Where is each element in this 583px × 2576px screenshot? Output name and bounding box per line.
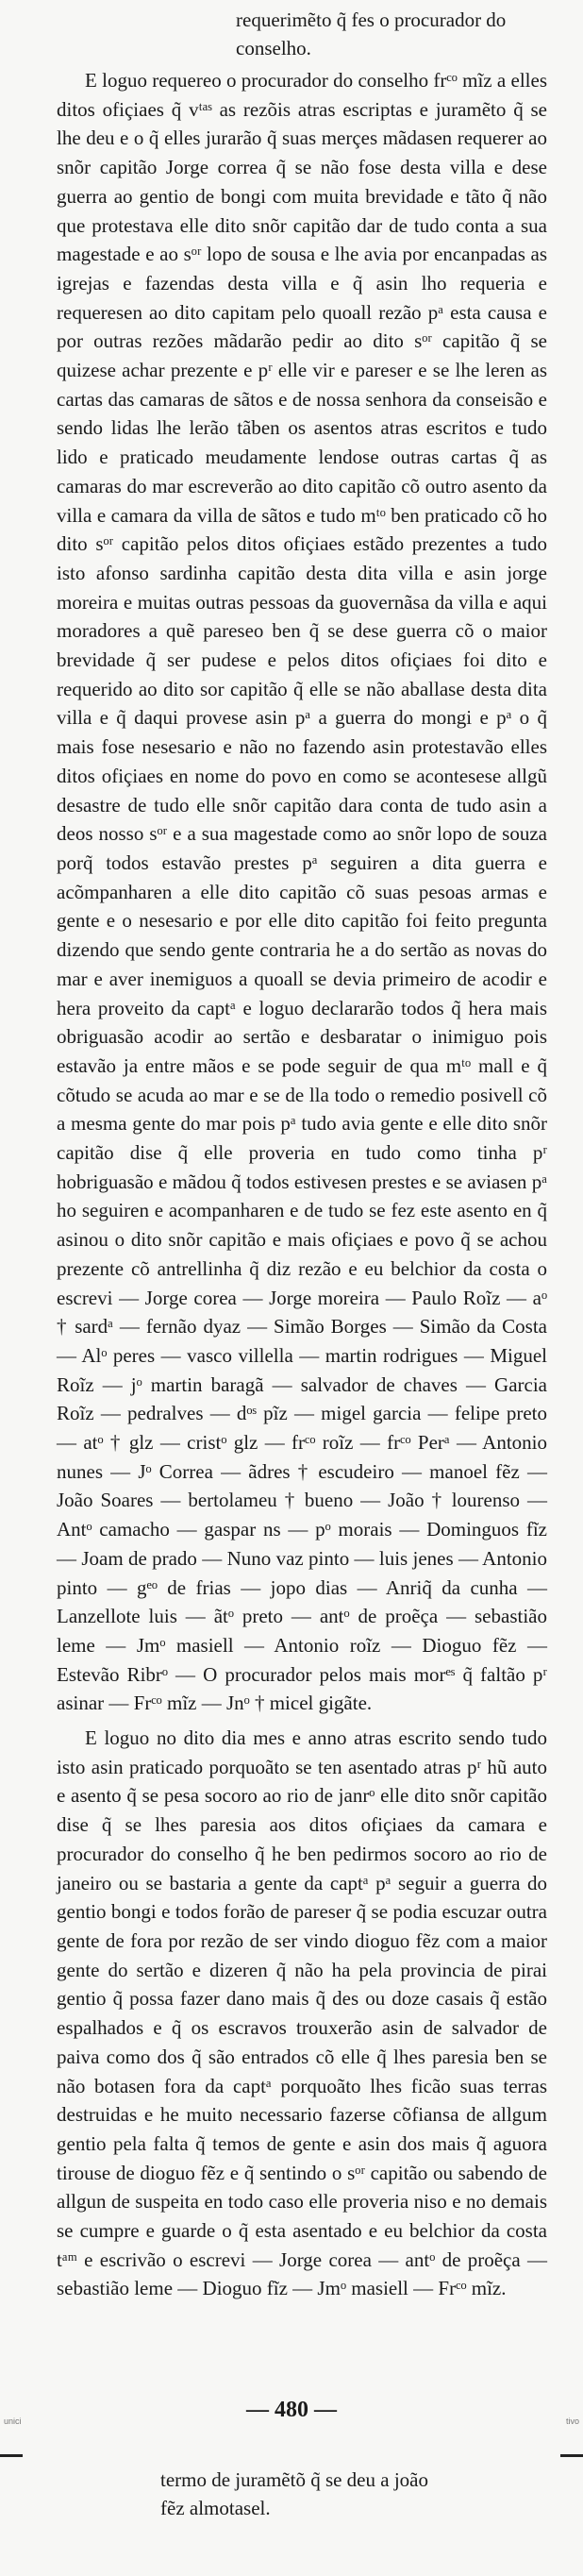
next-entry-heading — [160, 2466, 557, 2522]
marginal-heading-line: requerimẽto q̃ fes o procurador do — [236, 8, 507, 31]
paragraph-2: E loguo no dito dia mes e anno atras escrito sendo tudo isto asin praticado porquoãto se ten asentado atras pʳ hũ auto e asento q̃ se pesa socoro ao rio de janrᵒ elle dito snõr capitão dise q̃ se lhes paresia aos ditos ofiçiaes da camara e procurador do conselho q̃ he ben pedirmos socoro ao rio de janeiro ou se bastaria a gente da captᵃ pᵃ seguir a guerra do gentio bongi e todos forão de pareser q̃ se podia escuzar outra gente de fora por rezão de ser vindo dioguo fẽz com a maior gente do sertão e dizeren q̃ não ha pela provincia de pirai gentio q̃ possa fazer dano mais q̃ des ou doze casais q̃ estão espalhados e q̃ os escravos trouxerão asin de salvador de paiva como dos q̃ são entrados cõ elle q̃ lhes paresia ben se não botasen fora da captᵃ porquoãto lhes ficão suas terras destruidas e he muito necessario fazerse cõfiansa de allgum gentio pela falta q̃ temos de gente e asin dos mais q̃ aguora tirouse de dioguo fẽz e q̃ sentindo o sᵒʳ capitão ou sabendo de allgun de suspeita en todo caso elle proveria niso e no demais se cumpre e guarde o q̃ esta asentado e eu belchior da costa tᵃᵐ e escrivão o escrevi — Jorge corea — antᵒ de proẽça — sebastião leme — Dioguo fĩz — Jmᵒ masiell — Frᶜᵒ mĩz. — [57, 1726, 547, 2300]
document-body — [57, 66, 547, 2309]
scan-margin-text-left: unici — [4, 2416, 22, 2426]
page-number: — 480 — — [246, 2398, 337, 2422]
next-entry-heading-line: termo de juramẽtõ q̃ se deu a joão — [160, 2468, 428, 2491]
scan-margin-text-right: tivo — [565, 2416, 579, 2426]
separator-rule-right — [560, 2454, 583, 2457]
marginal-heading-line: conselho. — [236, 37, 311, 59]
paragraph-1: E loguo requereo o procurador do conselho frᶜᵒ mĩz a elles ditos ofiçiaes q̃ vᵗᵃˢ as rezõis atras escriptas e juramẽto q̃ se lhe deu e o q̃ elles jurarão q̃ suas merçes mãdasen requerer ao snõr capitão Jorge correa q̃ se não fose desta villa e dese guerra ao gentio de bongi com muita brevidade e tãto q̃ não que protestava elle dito snõr capitão dar de tudo conta a sua magestade e ao sᵒʳ lopo de sousa e lhe avia por encanpadas as igrejas e fazendas desta villa e q̃ asin lho requeria e requeresen ao dito capitam pelo quoall rezão pᵃ esta causa e por outras rezões mãdarão pedir ao dito sᵒʳ capitão q̃ se quizese achar prezente e pʳ elle vir e pareser e se lhe leren as cartas das camaras de sãtos e de nossa senhora da conseisão e sendo lidas lhe lerão tãben os asentos atras escritos e tudo lido e praticado meudamente lendose outras cartas q̃ as camaras do mar escreverão ao dito capitão cõ outro asento da villa e camara da villa de sãtos e tudo mᵗᵒ ben praticado cõ ho dito sᵒʳ capitão pelos ditos ofiçiaes estãdo prezentes a tudo isto afonso sardinha capitão desta dita villa e asin jorge moreira e muitas outras pessoas da guovernãsa da villa e aqui moradores a quẽ pareseo ben q̃ se dese guerra cõ o maior brevidade q̃ ser pudese e pelos ditos ofiçiaes foi dito e requerido ao dito sor capitão q̃ elle se não aballase desta dita villa e q̃ daqui provese asin pᵃ a guerra do mongi e pᵃ o q̃ mais fose nesesario e não no fazendo asin protestavão elles ditos ofiçiaes en nome do povo en como se acontesese allgũ desastre de tudo elle snõr capitão dara conta de tudo asin a deos nosso sᵒʳ e a sua magestade como ao snõr lopo de souza porq̃ todos estavão prestes pᵃ seguiren a dita guerra e acõmpanharen a elle dito capitão cõ suas pesoas armas e gente e o nesesario e por elle dito capitão foi feito pregunta dizendo que sendo gente contraria he a do sertão as novas do mar e aver inemiguos a quoall se devia primeiro de acodir e hera proveito da captᵃ e loguo declararão todos q̃ hera mais obriguasão acodir ao sertão e desbaratar o inimiguo pois estavão ja entre mãos e se pode seguir de qua mᵗᵒ mall e q̃ cõtudo se acuda ao mar e se de lla todo o remedio posivell cõ a mesma gente do mar pois pᵃ tudo avia gente e elle dito snõr capitão dise q̃ elle proveria en tudo como tinha pʳ hobriguasão e mãdou q̃ todos estivesen prestes e se aviasen pᵃ ho seguiren e acompanharen e de tudo se fez este asento en q̃ asinou o dito snõr capitão e mais ofiçiaes e povo q̃ se achou prezente cõ antrellinha q̃ diz rezão e eu belchior da costa o escrevi — Jorge corea — Jorge moreira — Paulo Roĩz — aᵒ † sardᵃ — fernão dyaz — Simão Borges — Simão da Costa — Alᵒ peres — vasco villella — martin rodrigues — Miguel Roĩz — jᵒ martin baragã — salvador de chaves — Garcia Roĩz — pedralves — dᵒˢ pĩz — migel garcia — felipe preto — atᵒ † glz — cristᵒ glz — frᶜᵒ roĩz — frᶜᵒ Perᵃ — Antonio nunes — Jᵒ Correa — ãdres † escudeiro — manoel fẽz — João Soares — bertolameu † bueno — João † lourenso — Antᵒ camacho — gaspar ns — pᵒ morais — Dominguos fĩz — Joam de prado — Nuno vaz pinto — luis jenes — Antonio pinto — gᵉᵒ de frias — jopo dias — Anriq̃ da cunha — Lanzellote luis — ãtᵒ preto — antᵒ de proẽça — sebastião leme — Jmᵒ masiell — Antonio roĩz — Dioguo fẽz — Estevão Ribrᵒ — O procurador pelos mais morᵉˢ q̃ faltão pʳ asinar — Frᶜᵒ mĩz — Jnᵒ † micel gigãte. — [57, 69, 547, 1715]
marginal-heading — [236, 6, 547, 62]
next-entry-heading-line: fẽz almotasel. — [160, 2497, 271, 2519]
separator-rule-left — [0, 2454, 23, 2457]
